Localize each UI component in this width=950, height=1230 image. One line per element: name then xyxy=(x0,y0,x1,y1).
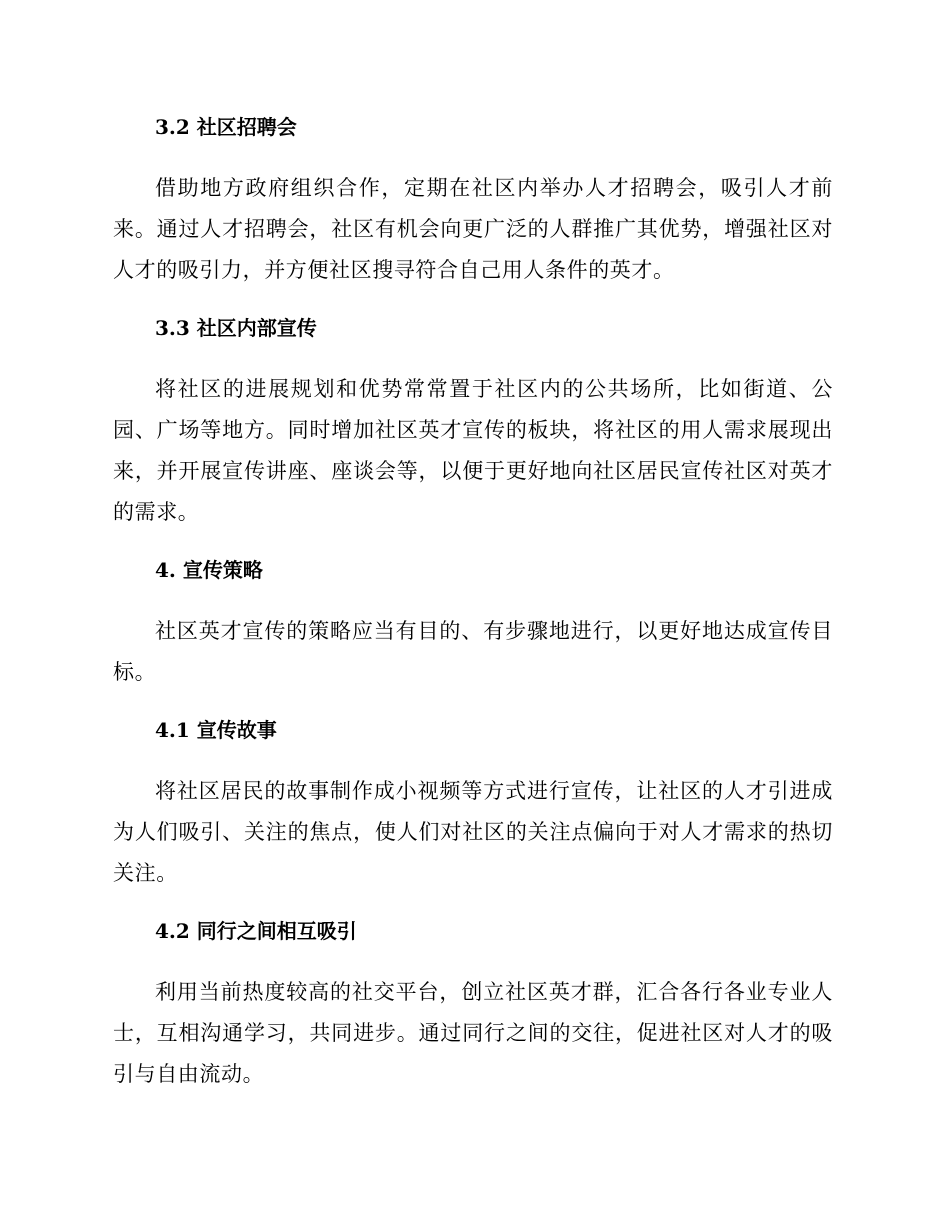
section-heading-4-1: 4.1 宣传故事 xyxy=(155,718,277,742)
section-heading-4-2: 4.2 同行之间相互吸引 xyxy=(155,919,357,943)
section-paragraph-3-3: 将社区的进展规划和优势常常置于社区内的公共场所，比如街道、公园、广场等地方。同时增加社区英才宣传的板块，将社区的用人需求展现出来，并开展宣传讲座、座谈会等，以便于更好地向社区居民宣传社区对英才的需求。 xyxy=(113,377,833,524)
section-heading-3-2: 3.2 社区招聘会 xyxy=(155,115,297,139)
document-body xyxy=(113,112,833,1117)
section-paragraph-3-2: 借助地方政府组织合作，定期在社区内举办人才招聘会，吸引人才前来。通过人才招聘会，社区有机会向更广泛的人群推广其优势，增强社区对人才的吸引力，并方便社区搜寻符合自己用人条件的英才。 xyxy=(113,176,833,282)
section-paragraph-4-2: 利用当前热度较高的社交平台，创立社区英才群，汇合各行各业专业人士，互相沟通学习，共同进步。通过同行之间的交往，促进社区对人才的吸引与自由流动。 xyxy=(113,980,833,1086)
section-heading-3-3: 3.3 社区内部宣传 xyxy=(155,316,317,340)
section-paragraph-4: 社区英才宣传的策略应当有目的、有步骤地进行，以更好地达成宣传目标。 xyxy=(113,619,833,684)
section-paragraph-4-1: 将社区居民的故事制作成小视频等方式进行宣传，让社区的人才引进成为人们吸引、关注的焦点，使人们对社区的关注点偏向于对人才需求的热切关注。 xyxy=(113,779,833,885)
section-heading-4: 4. 宣传策略 xyxy=(155,558,263,582)
